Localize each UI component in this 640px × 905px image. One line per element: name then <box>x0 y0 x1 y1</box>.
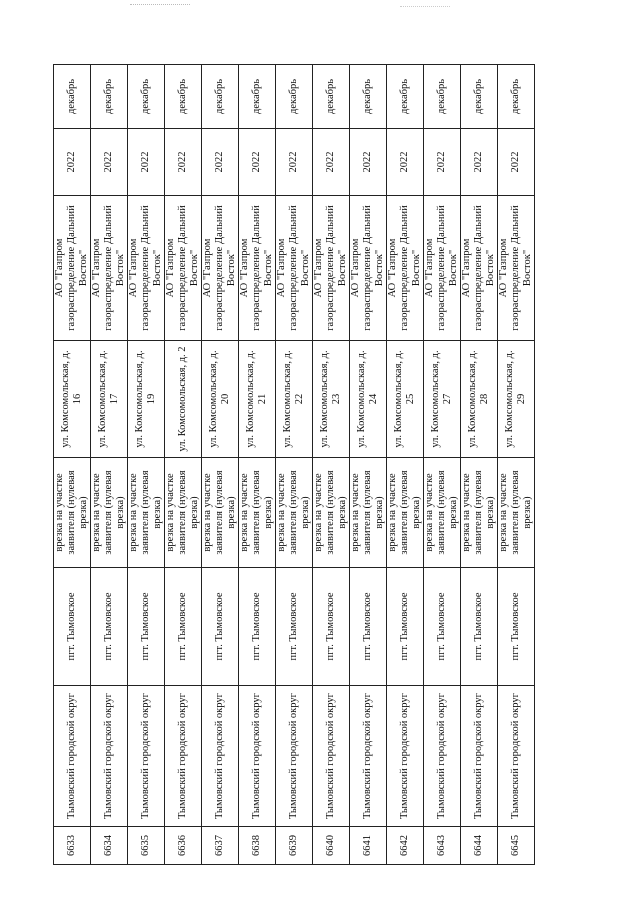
address-cell: ул. Комсомольская, д. 20 <box>202 341 239 458</box>
table-row <box>350 65 387 865</box>
work-type-cell: врезка на участке заявителя (нулевая врезка) <box>128 458 165 568</box>
district-cell: Тымовский городской округ <box>128 686 165 827</box>
year-cell: 2022 <box>461 129 498 196</box>
address-cell: ул. Комсомольская, д. 27 <box>424 341 461 458</box>
row-number: 6634 <box>91 827 128 865</box>
table-row <box>91 65 128 865</box>
scan-artifact <box>400 6 450 10</box>
address-cell: ул. Комсомольская, д. 22 <box>276 341 313 458</box>
address-cell: ул. Комсомольская, д. 16 <box>54 341 91 458</box>
year-cell: 2022 <box>387 129 424 196</box>
district-cell: Тымовский городской округ <box>498 686 535 827</box>
work-type-cell: врезка на участке заявителя (нулевая врезка) <box>498 458 535 568</box>
row-number: 6644 <box>461 827 498 865</box>
year-cell: 2022 <box>128 129 165 196</box>
locality-cell: пгт. Тымовское <box>387 568 424 686</box>
table-row <box>54 65 91 865</box>
organization-cell: АО "Газпром газораспределение Дальний Восток" <box>424 196 461 341</box>
organization-cell: АО "Газпром газораспределение Дальний Восток" <box>498 196 535 341</box>
row-number: 6640 <box>313 827 350 865</box>
month-cell: декабрь <box>313 65 350 129</box>
year-cell: 2022 <box>165 129 202 196</box>
work-type-cell: врезка на участке заявителя (нулевая врезка) <box>91 458 128 568</box>
year-cell: 2022 <box>202 129 239 196</box>
organization-cell: АО "Газпром газораспределение Дальний Восток" <box>128 196 165 341</box>
table-row <box>387 65 424 865</box>
locality-cell: пгт. Тымовское <box>276 568 313 686</box>
table-row <box>128 65 165 865</box>
row-number: 6638 <box>239 827 276 865</box>
organization-cell: АО "Газпром газораспределение Дальний Восток" <box>165 196 202 341</box>
month-cell: декабрь <box>424 65 461 129</box>
organization-cell: АО "Газпром газораспределение Дальний Восток" <box>91 196 128 341</box>
table-row <box>239 65 276 865</box>
table-row <box>461 65 498 865</box>
district-cell: Тымовский городской округ <box>387 686 424 827</box>
locality-cell: пгт. Тымовское <box>239 568 276 686</box>
gas-connection-table <box>53 64 535 865</box>
organization-cell: АО "Газпром газораспределение Дальний Восток" <box>239 196 276 341</box>
organization-cell: АО "Газпром газораспределение Дальний Восток" <box>202 196 239 341</box>
locality-cell: пгт. Тымовское <box>498 568 535 686</box>
year-cell: 2022 <box>313 129 350 196</box>
month-cell: декабрь <box>202 65 239 129</box>
work-type-cell: врезка на участке заявителя (нулевая врезка) <box>313 458 350 568</box>
district-cell: Тымовский городской округ <box>54 686 91 827</box>
address-cell: ул. Комсомольская, д. 21 <box>239 341 276 458</box>
district-cell: Тымовский городской округ <box>313 686 350 827</box>
year-cell: 2022 <box>498 129 535 196</box>
organization-cell: АО "Газпром газораспределение Дальний Восток" <box>350 196 387 341</box>
work-type-cell: врезка на участке заявителя (нулевая врезка) <box>239 458 276 568</box>
district-cell: Тымовский городской округ <box>165 686 202 827</box>
table-row <box>202 65 239 865</box>
locality-cell: пгт. Тымовское <box>461 568 498 686</box>
row-number: 6642 <box>387 827 424 865</box>
address-cell: ул. Комсомольская, д. 29 <box>498 341 535 458</box>
table-row <box>424 65 461 865</box>
organization-cell: АО "Газпром газораспределение Дальний Восток" <box>276 196 313 341</box>
district-cell: Тымовский городской округ <box>461 686 498 827</box>
locality-cell: пгт. Тымовское <box>313 568 350 686</box>
scan-artifact <box>130 4 190 8</box>
address-cell: ул. Комсомольская, д. 23 <box>313 341 350 458</box>
work-type-cell: врезка на участке заявителя (нулевая врезка) <box>350 458 387 568</box>
locality-cell: пгт. Тымовское <box>424 568 461 686</box>
row-number: 6641 <box>350 827 387 865</box>
table-row <box>313 65 350 865</box>
work-type-cell: врезка на участке заявителя (нулевая врезка) <box>424 458 461 568</box>
month-cell: декабрь <box>128 65 165 129</box>
address-cell: ул. Комсомольская, д. 28 <box>461 341 498 458</box>
row-number: 6637 <box>202 827 239 865</box>
year-cell: 2022 <box>91 129 128 196</box>
address-cell: ул. Комсомольская, д. 17 <box>91 341 128 458</box>
work-type-cell: врезка на участке заявителя (нулевая врезка) <box>387 458 424 568</box>
year-cell: 2022 <box>54 129 91 196</box>
month-cell: декабрь <box>498 65 535 129</box>
year-cell: 2022 <box>350 129 387 196</box>
work-type-cell: врезка на участке заявителя (нулевая врезка) <box>165 458 202 568</box>
month-cell: декабрь <box>350 65 387 129</box>
row-number: 6643 <box>424 827 461 865</box>
locality-cell: пгт. Тымовское <box>54 568 91 686</box>
row-number: 6639 <box>276 827 313 865</box>
address-cell: ул. Комсомольская, д. 19 <box>128 341 165 458</box>
district-cell: Тымовский городской округ <box>276 686 313 827</box>
table-row <box>276 65 313 865</box>
locality-cell: пгт. Тымовское <box>91 568 128 686</box>
row-number: 6633 <box>54 827 91 865</box>
district-cell: Тымовский городской округ <box>91 686 128 827</box>
row-number: 6645 <box>498 827 535 865</box>
table-row <box>165 65 202 865</box>
organization-cell: АО "Газпром газораспределение Дальний Восток" <box>313 196 350 341</box>
address-cell: ул. Комсомольская, д. 25 <box>387 341 424 458</box>
district-cell: Тымовский городской округ <box>239 686 276 827</box>
month-cell: декабрь <box>54 65 91 129</box>
rotated-table-wrapper <box>53 65 535 865</box>
row-number: 6635 <box>128 827 165 865</box>
month-cell: декабрь <box>165 65 202 129</box>
organization-cell: АО "Газпром газораспределение Дальний Восток" <box>387 196 424 341</box>
locality-cell: пгт. Тымовское <box>350 568 387 686</box>
address-cell: ул. Комсомольская, д. 24 <box>350 341 387 458</box>
work-type-cell: врезка на участке заявителя (нулевая врезка) <box>202 458 239 568</box>
locality-cell: пгт. Тымовское <box>165 568 202 686</box>
month-cell: декабрь <box>239 65 276 129</box>
month-cell: декабрь <box>276 65 313 129</box>
address-cell: ул. Комсомольская, д. 2 <box>165 341 202 458</box>
work-type-cell: врезка на участке заявителя (нулевая врезка) <box>54 458 91 568</box>
organization-cell: АО "Газпром газораспределение Дальний Восток" <box>461 196 498 341</box>
organization-cell: АО "Газпром газораспределение Дальний Восток" <box>54 196 91 341</box>
district-cell: Тымовский городской округ <box>202 686 239 827</box>
locality-cell: пгт. Тымовское <box>202 568 239 686</box>
locality-cell: пгт. Тымовское <box>128 568 165 686</box>
year-cell: 2022 <box>239 129 276 196</box>
row-number: 6636 <box>165 827 202 865</box>
month-cell: декабрь <box>461 65 498 129</box>
year-cell: 2022 <box>276 129 313 196</box>
month-cell: декабрь <box>387 65 424 129</box>
month-cell: декабрь <box>91 65 128 129</box>
work-type-cell: врезка на участке заявителя (нулевая врезка) <box>276 458 313 568</box>
district-cell: Тымовский городской округ <box>350 686 387 827</box>
table-row <box>498 65 535 865</box>
district-cell: Тымовский городской округ <box>424 686 461 827</box>
year-cell: 2022 <box>424 129 461 196</box>
table-body <box>54 65 535 865</box>
work-type-cell: врезка на участке заявителя (нулевая врезка) <box>461 458 498 568</box>
